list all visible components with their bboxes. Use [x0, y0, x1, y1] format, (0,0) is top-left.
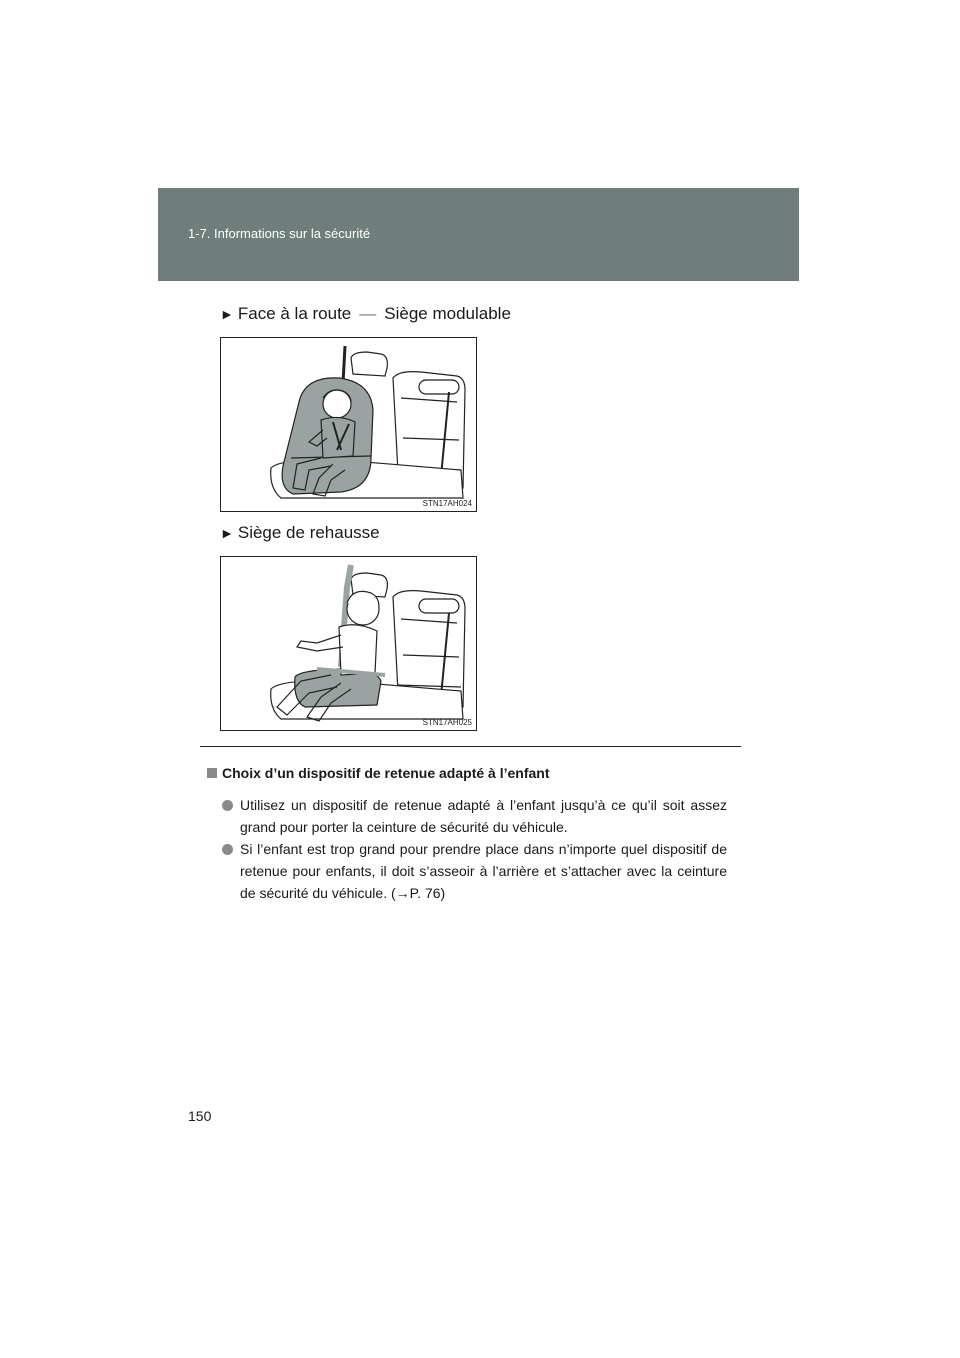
em-dash: — — [359, 304, 377, 323]
circle-bullet-icon — [222, 844, 233, 855]
triangle-arrow-icon: ► — [220, 525, 234, 541]
note-bullet-text: Si l’enfant est trop grand pour prendre place dans n’importe quel dispositif de retenue pour enfants, il doit s’asseoir à l’arrière et s’attacher avec la ceinture de sécurité du véhicule. (→P. 76) — [240, 841, 727, 901]
item-label-part2: Siège modulable — [384, 304, 511, 323]
chapter-header-bar — [158, 188, 799, 281]
note-bullet-text: Utilisez un dispositif de retenue adapté à l’enfant jusqu’à ce qu’il soit assez grand pour porter la ceinture de sécurité du véhicule. — [240, 797, 727, 835]
child-in-convertible-seat-illustration — [221, 338, 476, 511]
triangle-arrow-icon: ► — [220, 306, 234, 322]
page-number: 150 — [188, 1108, 212, 1124]
note-bullet — [222, 794, 727, 838]
figure-convertible-seat — [220, 337, 477, 512]
item-label: Siège de rehausse — [237, 523, 380, 542]
figure-booster-seat — [220, 556, 477, 731]
section-title: 1-7. Informations sur la sécurité — [188, 226, 371, 241]
note-heading-text: Choix d’un dispositif de retenue adapté à l’enfant — [222, 765, 550, 781]
figure-code: STN17AH024 — [422, 499, 472, 508]
note-bullet — [222, 838, 727, 904]
item-label-part1: Face à la route — [237, 304, 352, 323]
divider — [200, 746, 741, 747]
note-heading — [207, 765, 549, 781]
square-bullet-icon — [207, 768, 217, 778]
item-heading-forward-facing — [220, 304, 511, 324]
figure-code: STN17AH025 — [422, 718, 472, 727]
circle-bullet-icon — [222, 800, 233, 811]
item-heading-booster-seat — [220, 523, 380, 543]
child-on-booster-seat-illustration — [221, 557, 476, 730]
